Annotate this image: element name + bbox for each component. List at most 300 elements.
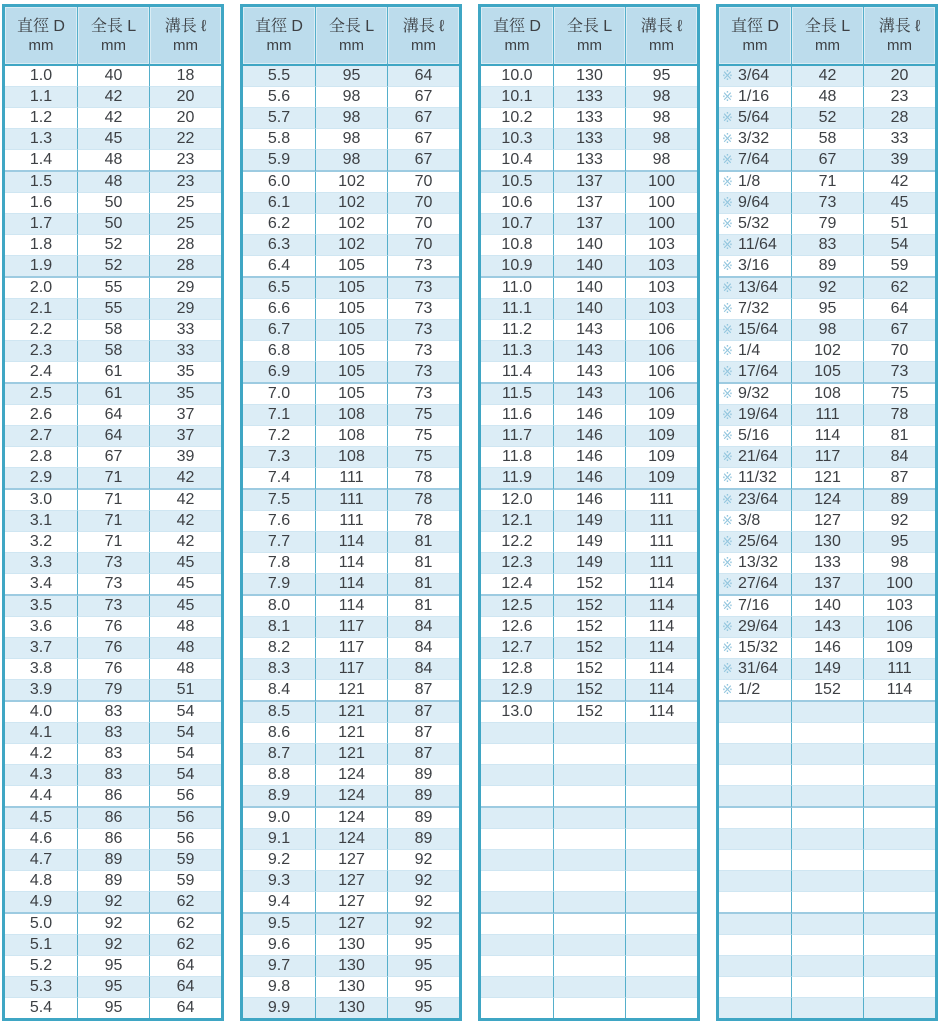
cell-flute-length: 54 bbox=[149, 744, 221, 765]
cell-diameter: 1.7 bbox=[5, 214, 77, 235]
cell-diameter: 3.8 bbox=[5, 659, 77, 680]
cell-overall-length: 105 bbox=[315, 320, 387, 341]
cell-overall-length bbox=[791, 914, 863, 935]
table-row bbox=[5, 405, 221, 426]
table-row bbox=[5, 235, 221, 256]
table-row bbox=[243, 426, 459, 447]
header-row bbox=[5, 7, 221, 66]
cell-flute-length: 114 bbox=[625, 702, 697, 723]
cell-overall-length: 127 bbox=[315, 892, 387, 914]
cell-flute-length bbox=[625, 998, 697, 1018]
cell-flute-length bbox=[625, 765, 697, 786]
table-row bbox=[243, 490, 459, 511]
cell-diameter: 10.7 bbox=[481, 214, 553, 235]
cell-value: 15/64 bbox=[738, 321, 779, 338]
cell-flute-length: 23 bbox=[149, 172, 221, 193]
cell-flute-length bbox=[625, 956, 697, 977]
cell-overall-length bbox=[553, 892, 625, 914]
cell-overall-length: 137 bbox=[553, 214, 625, 235]
table-row bbox=[481, 490, 697, 511]
cell-diameter: 11.0 bbox=[481, 278, 553, 299]
table-row bbox=[243, 362, 459, 384]
cell-value: 9/64 bbox=[738, 194, 770, 211]
cell-overall-length: 98 bbox=[315, 108, 387, 129]
table-row bbox=[243, 129, 459, 150]
cell-diameter: 5.8 bbox=[243, 129, 315, 150]
reference-marker-icon: ※ bbox=[722, 619, 733, 634]
reference-marker-icon: ※ bbox=[722, 661, 733, 676]
cell-diameter: 5.9 bbox=[243, 150, 315, 172]
cell-overall-length: 146 bbox=[553, 490, 625, 511]
cell-flute-length: 114 bbox=[625, 617, 697, 638]
cell-diameter: 10.0 bbox=[481, 66, 553, 87]
cell-diameter: 2.0 bbox=[5, 278, 77, 299]
cell-flute-length: 37 bbox=[149, 426, 221, 447]
cell-overall-length: 108 bbox=[315, 405, 387, 426]
cell-flute-length: 54 bbox=[149, 702, 221, 723]
table-row bbox=[5, 702, 221, 723]
cell-flute-length: 51 bbox=[149, 680, 221, 702]
cell-diameter: 11.4 bbox=[481, 362, 553, 384]
cell-flute-length: 100 bbox=[625, 214, 697, 235]
cell-overall-length: 50 bbox=[77, 193, 149, 214]
cell-diameter: 9.9 bbox=[243, 998, 315, 1018]
cell-diameter bbox=[719, 977, 791, 998]
reference-marker-icon: ※ bbox=[722, 237, 733, 252]
empty-row bbox=[481, 892, 697, 914]
table-row bbox=[481, 320, 697, 341]
table-row bbox=[481, 617, 697, 638]
cell-flute-length: 45 bbox=[863, 193, 935, 214]
col-header-diameter bbox=[5, 7, 77, 66]
cell-overall-length: 143 bbox=[553, 362, 625, 384]
table-row bbox=[719, 468, 935, 490]
table-row bbox=[5, 574, 221, 596]
cell-diameter: 12.2 bbox=[481, 532, 553, 553]
size-table-metric-10.0-13.0 bbox=[478, 4, 700, 1021]
empty-row bbox=[719, 892, 935, 914]
col-header-unit: mm bbox=[887, 36, 912, 54]
table-row bbox=[481, 150, 697, 172]
col-header-label: 全長 L bbox=[328, 17, 375, 35]
cell-flute-length: 95 bbox=[387, 956, 459, 977]
table-row bbox=[481, 362, 697, 384]
table-row bbox=[243, 150, 459, 172]
cell-diameter: 1.5 bbox=[5, 172, 77, 193]
cell-flute-length bbox=[625, 892, 697, 914]
cell-diameter bbox=[481, 723, 553, 744]
cell-overall-length: 102 bbox=[315, 214, 387, 235]
cell-flute-length: 89 bbox=[863, 490, 935, 511]
cell-overall-length: 143 bbox=[553, 384, 625, 405]
cell-overall-length: 105 bbox=[315, 384, 387, 405]
cell-flute-length: 98 bbox=[863, 553, 935, 574]
table-row bbox=[243, 384, 459, 405]
cell-diameter bbox=[481, 850, 553, 871]
cell-overall-length: 114 bbox=[315, 532, 387, 553]
table-row bbox=[243, 214, 459, 235]
cell-diameter bbox=[719, 702, 791, 723]
cell-flute-length: 25 bbox=[149, 193, 221, 214]
cell-diameter: 3.4 bbox=[5, 574, 77, 596]
table-row bbox=[5, 553, 221, 574]
cell-overall-length: 124 bbox=[315, 808, 387, 829]
cell-overall-length: 71 bbox=[77, 532, 149, 553]
table-row bbox=[5, 320, 221, 341]
col-header-label: 直徑 D bbox=[254, 17, 303, 35]
cell-overall-length: 67 bbox=[77, 447, 149, 468]
cell-flute-length: 62 bbox=[149, 914, 221, 935]
cell-flute-length: 103 bbox=[625, 235, 697, 256]
cell-overall-length: 71 bbox=[791, 172, 863, 193]
col-header-unit: mm bbox=[411, 36, 436, 54]
table-row bbox=[719, 426, 935, 447]
cell-flute-length: 64 bbox=[149, 977, 221, 998]
table-row bbox=[481, 574, 697, 596]
cell-overall-length bbox=[791, 744, 863, 765]
cell-diameter bbox=[719, 596, 791, 617]
cell-overall-length: 42 bbox=[77, 87, 149, 108]
col-header-label: 直徑 D bbox=[16, 17, 65, 35]
table-row bbox=[243, 468, 459, 490]
cell-overall-length: 137 bbox=[553, 193, 625, 214]
table-row bbox=[481, 299, 697, 320]
cell-flute-length: 75 bbox=[863, 384, 935, 405]
cell-diameter: 12.0 bbox=[481, 490, 553, 511]
cell-overall-length: 143 bbox=[553, 320, 625, 341]
cell-diameter: 8.8 bbox=[243, 765, 315, 786]
cell-flute-length: 33 bbox=[149, 341, 221, 362]
cell-diameter: 2.1 bbox=[5, 299, 77, 320]
cell-overall-length: 133 bbox=[553, 150, 625, 172]
table-row bbox=[5, 829, 221, 850]
table-row bbox=[243, 447, 459, 468]
table-row bbox=[5, 362, 221, 384]
reference-marker-icon: ※ bbox=[722, 131, 733, 146]
table-row bbox=[5, 723, 221, 744]
cell-flute-length: 114 bbox=[625, 638, 697, 659]
cell-flute-length: 87 bbox=[387, 744, 459, 765]
col-header-label: 溝長 ℓ bbox=[402, 17, 445, 35]
cell-flute-length: 87 bbox=[387, 680, 459, 702]
cell-overall-length: 152 bbox=[553, 638, 625, 659]
cell-flute-length: 67 bbox=[863, 320, 935, 341]
cell-flute-length bbox=[863, 998, 935, 1018]
table-row bbox=[719, 511, 935, 532]
cell-diameter: 3.1 bbox=[5, 511, 77, 532]
cell-overall-length: 50 bbox=[77, 214, 149, 235]
cell-diameter bbox=[481, 871, 553, 892]
cell-overall-length: 105 bbox=[791, 362, 863, 384]
table-row bbox=[243, 977, 459, 998]
cell-overall-length: 117 bbox=[315, 638, 387, 659]
cell-flute-length: 98 bbox=[625, 108, 697, 129]
cell-diameter: 1.0 bbox=[5, 66, 77, 87]
cell-flute-length: 73 bbox=[387, 362, 459, 384]
cell-diameter: 8.5 bbox=[243, 702, 315, 723]
empty-row bbox=[719, 956, 935, 977]
cell-diameter bbox=[719, 341, 791, 362]
empty-row bbox=[481, 914, 697, 935]
table-row bbox=[5, 617, 221, 638]
cell-value: 1/2 bbox=[738, 681, 761, 698]
cell-value: 1/16 bbox=[738, 88, 770, 105]
cell-diameter: 4.0 bbox=[5, 702, 77, 723]
cell-overall-length: 127 bbox=[791, 511, 863, 532]
cell-flute-length bbox=[625, 829, 697, 850]
cell-value: 23/64 bbox=[738, 491, 779, 508]
reference-marker-icon: ※ bbox=[722, 364, 733, 379]
cell-diameter bbox=[719, 871, 791, 892]
reference-marker-icon: ※ bbox=[722, 216, 733, 231]
cell-flute-length: 48 bbox=[149, 659, 221, 680]
cell-flute-length: 95 bbox=[387, 977, 459, 998]
cell-diameter: 1.9 bbox=[5, 256, 77, 278]
cell-flute-length: 35 bbox=[149, 362, 221, 384]
cell-flute-length: 42 bbox=[149, 511, 221, 532]
cell-flute-length: 111 bbox=[625, 511, 697, 532]
reference-marker-icon: ※ bbox=[722, 682, 733, 697]
cell-flute-length: 89 bbox=[387, 808, 459, 829]
cell-overall-length: 95 bbox=[77, 977, 149, 998]
cell-flute-length: 111 bbox=[625, 490, 697, 511]
table-row bbox=[719, 553, 935, 574]
cell-diameter: 10.2 bbox=[481, 108, 553, 129]
table-row bbox=[5, 659, 221, 680]
cell-overall-length: 127 bbox=[315, 871, 387, 892]
cell-overall-length: 105 bbox=[315, 256, 387, 278]
empty-row bbox=[719, 850, 935, 871]
cell-diameter: 4.6 bbox=[5, 829, 77, 850]
table-row bbox=[5, 850, 221, 871]
cell-diameter bbox=[719, 468, 791, 490]
cell-flute-length: 92 bbox=[387, 892, 459, 914]
cell-diameter: 12.4 bbox=[481, 574, 553, 596]
cell-value: 25/64 bbox=[738, 533, 779, 550]
cell-overall-length: 130 bbox=[315, 977, 387, 998]
cell-flute-length: 73 bbox=[387, 341, 459, 362]
cell-value: 3/64 bbox=[738, 67, 770, 84]
reference-marker-icon: ※ bbox=[722, 195, 733, 210]
cell-flute-length: 42 bbox=[149, 532, 221, 553]
cell-overall-length: 105 bbox=[315, 299, 387, 320]
cell-flute-length: 62 bbox=[863, 278, 935, 299]
cell-overall-length: 71 bbox=[77, 468, 149, 490]
cell-diameter: 5.7 bbox=[243, 108, 315, 129]
cell-diameter: 6.2 bbox=[243, 214, 315, 235]
cell-overall-length bbox=[791, 977, 863, 998]
empty-row bbox=[481, 786, 697, 808]
reference-marker-icon: ※ bbox=[722, 258, 733, 273]
cell-diameter: 11.7 bbox=[481, 426, 553, 447]
cell-diameter bbox=[719, 786, 791, 808]
empty-row bbox=[481, 723, 697, 744]
empty-row bbox=[719, 871, 935, 892]
col-header-unit: mm bbox=[28, 36, 54, 54]
table-row bbox=[5, 299, 221, 320]
cell-overall-length: 140 bbox=[553, 235, 625, 256]
cell-flute-length bbox=[863, 829, 935, 850]
cell-diameter: 1.6 bbox=[5, 193, 77, 214]
cell-flute-length: 92 bbox=[863, 511, 935, 532]
cell-diameter bbox=[481, 935, 553, 956]
cell-overall-length: 108 bbox=[315, 426, 387, 447]
cell-flute-length bbox=[863, 744, 935, 765]
cell-overall-length: 64 bbox=[77, 405, 149, 426]
cell-flute-length: 109 bbox=[625, 447, 697, 468]
cell-diameter: 10.3 bbox=[481, 129, 553, 150]
table-row bbox=[243, 638, 459, 659]
cell-overall-length bbox=[791, 871, 863, 892]
col-header-label: 全長 L bbox=[804, 17, 851, 35]
cell-value: 13/64 bbox=[738, 279, 779, 296]
cell-flute-length: 20 bbox=[149, 87, 221, 108]
cell-diameter bbox=[719, 129, 791, 150]
cell-overall-length: 124 bbox=[315, 765, 387, 786]
cell-diameter bbox=[481, 786, 553, 808]
cell-overall-length: 48 bbox=[791, 87, 863, 108]
reference-marker-icon: ※ bbox=[722, 386, 733, 401]
table-row bbox=[243, 723, 459, 744]
cell-flute-length: 109 bbox=[625, 405, 697, 426]
cell-diameter bbox=[719, 638, 791, 659]
cell-diameter bbox=[481, 892, 553, 914]
col-header-flute-length bbox=[387, 7, 459, 66]
cell-diameter: 10.5 bbox=[481, 172, 553, 193]
cell-diameter bbox=[719, 574, 791, 596]
table-row bbox=[243, 914, 459, 935]
cell-overall-length bbox=[553, 977, 625, 998]
cell-flute-length: 87 bbox=[863, 468, 935, 490]
cell-flute-length: 78 bbox=[387, 490, 459, 511]
cell-diameter bbox=[719, 66, 791, 87]
cell-diameter bbox=[719, 299, 791, 320]
table-row bbox=[243, 935, 459, 956]
cell-flute-length: 37 bbox=[149, 405, 221, 426]
cell-diameter bbox=[481, 977, 553, 998]
cell-diameter bbox=[719, 659, 791, 680]
col-header-unit: mm bbox=[339, 36, 364, 54]
table-row bbox=[243, 829, 459, 850]
table-row bbox=[481, 172, 697, 193]
cell-value: 31/64 bbox=[738, 660, 779, 677]
cell-overall-length: 149 bbox=[553, 511, 625, 532]
reference-marker-icon: ※ bbox=[722, 576, 733, 591]
cell-diameter: 8.6 bbox=[243, 723, 315, 744]
cell-diameter: 11.8 bbox=[481, 447, 553, 468]
cell-diameter bbox=[481, 829, 553, 850]
cell-overall-length: 114 bbox=[315, 553, 387, 574]
cell-diameter bbox=[481, 808, 553, 829]
cell-overall-length: 64 bbox=[77, 426, 149, 447]
cell-overall-length: 146 bbox=[553, 405, 625, 426]
cell-flute-length: 73 bbox=[387, 299, 459, 320]
cell-diameter bbox=[719, 935, 791, 956]
empty-row bbox=[481, 808, 697, 829]
cell-flute-length: 28 bbox=[863, 108, 935, 129]
cell-diameter: 10.9 bbox=[481, 256, 553, 278]
table-row bbox=[719, 490, 935, 511]
table-row bbox=[243, 596, 459, 617]
cell-diameter bbox=[481, 956, 553, 977]
cell-diameter bbox=[719, 956, 791, 977]
col-header-label: 溝長 ℓ bbox=[640, 17, 683, 35]
cell-flute-length bbox=[863, 850, 935, 871]
cell-diameter: 8.3 bbox=[243, 659, 315, 680]
cell-flute-length: 18 bbox=[149, 66, 221, 87]
cell-value: 17/64 bbox=[738, 363, 779, 380]
reference-marker-icon: ※ bbox=[722, 513, 733, 528]
cell-overall-length: 42 bbox=[791, 66, 863, 87]
table-row bbox=[719, 66, 935, 87]
cell-diameter: 3.6 bbox=[5, 617, 77, 638]
empty-row bbox=[719, 829, 935, 850]
table-row bbox=[481, 235, 697, 256]
cell-flute-length: 103 bbox=[625, 278, 697, 299]
table-row bbox=[719, 617, 935, 638]
table-row bbox=[243, 320, 459, 341]
cell-diameter bbox=[719, 829, 791, 850]
cell-flute-length: 89 bbox=[387, 786, 459, 808]
table-row bbox=[481, 596, 697, 617]
cell-diameter: 5.1 bbox=[5, 935, 77, 956]
cell-flute-length bbox=[863, 956, 935, 977]
cell-diameter: 5.6 bbox=[243, 87, 315, 108]
cell-overall-length: 73 bbox=[77, 553, 149, 574]
table-row bbox=[5, 977, 221, 998]
cell-overall-length bbox=[553, 956, 625, 977]
cell-flute-length: 81 bbox=[387, 532, 459, 553]
table-row bbox=[243, 553, 459, 574]
table-row bbox=[481, 638, 697, 659]
cell-overall-length: 92 bbox=[77, 892, 149, 914]
cell-flute-length: 111 bbox=[625, 532, 697, 553]
cell-value: 27/64 bbox=[738, 575, 779, 592]
empty-row bbox=[481, 744, 697, 765]
table-row bbox=[719, 384, 935, 405]
cell-overall-length: 130 bbox=[315, 935, 387, 956]
table-row bbox=[5, 341, 221, 362]
reference-marker-icon: ※ bbox=[722, 174, 733, 189]
cell-flute-length bbox=[863, 935, 935, 956]
table-row bbox=[719, 447, 935, 468]
cell-overall-length: 48 bbox=[77, 172, 149, 193]
cell-flute-length: 84 bbox=[863, 447, 935, 468]
cell-diameter: 2.6 bbox=[5, 405, 77, 426]
col-header-flute-length bbox=[863, 7, 935, 66]
cell-flute-length bbox=[863, 702, 935, 723]
cell-diameter bbox=[719, 193, 791, 214]
table-row bbox=[5, 468, 221, 490]
cell-flute-length bbox=[625, 871, 697, 892]
cell-diameter: 2.5 bbox=[5, 384, 77, 405]
table-row bbox=[5, 87, 221, 108]
cell-value: 11/64 bbox=[738, 236, 777, 253]
cell-flute-length: 67 bbox=[387, 150, 459, 172]
cell-overall-length: 117 bbox=[315, 659, 387, 680]
cell-diameter: 6.7 bbox=[243, 320, 315, 341]
cell-flute-length bbox=[625, 744, 697, 765]
table-row bbox=[481, 511, 697, 532]
cell-overall-length: 102 bbox=[315, 193, 387, 214]
cell-diameter: 11.6 bbox=[481, 405, 553, 426]
table-row bbox=[719, 405, 935, 426]
col-header-label: 溝長 ℓ bbox=[164, 17, 207, 35]
empty-row bbox=[481, 998, 697, 1018]
cell-diameter bbox=[719, 680, 791, 702]
col-header-unit: mm bbox=[742, 36, 768, 54]
cell-flute-length: 29 bbox=[149, 278, 221, 299]
